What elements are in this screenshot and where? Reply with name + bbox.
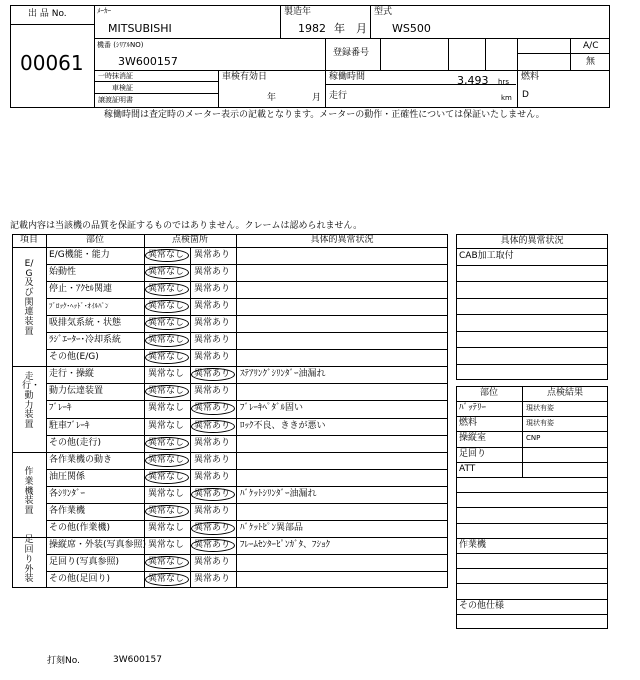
mileage-label: 走行 [329,91,348,101]
option-normal[interactable]: 異常なし [148,386,185,397]
fuel-label: 燃料 [521,72,540,82]
option-normal[interactable]: 異常なし [148,556,185,567]
serial-label: 機番 (ｼﾘｱﾙNO) [97,41,144,49]
hours-unit: hrs [498,78,509,86]
option-abnormal[interactable]: 異常あり [194,386,231,397]
part-label: ﾌﾞﾛｯｸ･ﾍｯﾄﾞ･ｵｲﾙﾊﾟﾝ [49,302,109,311]
group-label: 足回り外装 [24,535,34,585]
abnormal-row: CAB加工取付 [459,251,514,261]
meter-note: 稼働時間は査定時のメーター表示の記載となります。メーターの動作・正確性については保証いたしません。 [104,110,545,120]
vehicle-cert-label: 車検証 [112,84,133,92]
option-normal[interactable]: 異常なし [148,505,185,516]
serial-value: 3W600157 [118,55,178,68]
option-normal[interactable]: 異常なし [148,369,185,380]
abnormal-detail: ﾊﾞｹｯﾄﾋﾟﾝ異部品 [240,522,304,533]
header-item: 項目 [19,235,38,245]
year-unit: 年 [334,22,345,35]
part-label: 油圧関係 [49,471,86,482]
group-label: E/G及び関連装置 [24,258,34,337]
fuel-value: D [522,90,529,100]
option-normal[interactable]: 異常なし [148,301,185,312]
selected-circle [191,420,235,433]
ac-value: 無 [586,57,596,67]
option-abnormal[interactable]: 異常あり [194,284,231,295]
part-label: その他(足回り) [49,573,111,584]
lot-label: 出 品 No. [28,9,67,19]
result-value: 現状有姿 [526,419,554,428]
option-normal[interactable]: 異常なし [148,437,185,448]
year-label: 製造年 [284,7,312,17]
part-label: 始動性 [49,267,77,278]
result-part: 作業機 [459,539,487,550]
option-normal[interactable]: 異常なし [148,267,185,278]
part-label: 各作業機の動き [49,454,113,465]
selected-circle [191,539,235,552]
selected-circle [145,556,189,569]
part-label: 動力伝達装置 [49,386,104,397]
abnormal-detail: ﾊﾞｹｯﾄｼﾘﾝﾀﾞｰ油漏れ [240,488,317,499]
part-label: ﾗｼﾞｴｰﾀｰ･冷却系統 [49,335,122,346]
stamp-value: 3W600157 [113,655,162,665]
hours-label: 稼働時間 [329,72,366,82]
part-label: E/G機能・能力 [49,250,110,260]
option-abnormal[interactable]: 異常あり [194,318,231,329]
results-header-result: 点検結果 [546,388,583,398]
hours-value: 3,493 [457,74,489,87]
option-abnormal[interactable]: 異常あり [194,420,231,431]
part-label: その他(作業機) [49,522,111,533]
option-normal[interactable]: 異常なし [148,352,185,363]
result-value: CNP [526,434,541,443]
abnormal-detail: ﾛｯｸ不良、ききが悪い [240,420,326,431]
option-abnormal[interactable]: 異常あり [194,335,231,346]
selected-circle [145,454,189,467]
abnormal-header: 具体的異常状況 [500,236,564,246]
option-normal[interactable]: 異常なし [148,488,185,499]
option-abnormal[interactable]: 異常あり [194,505,231,516]
result-part: 燃料 [459,418,478,429]
option-abnormal[interactable]: 異常あり [194,454,231,465]
temp-cert-label: 一時抹消証 [98,72,133,80]
group-label: 作業機装置 [24,467,34,517]
selected-circle [145,249,189,262]
option-abnormal[interactable]: 異常あり [194,471,231,482]
maker-value: MITSUBISHI [108,22,172,35]
option-normal[interactable]: 異常なし [148,522,185,533]
option-normal[interactable]: 異常なし [148,250,185,260]
part-label: 走行・操縦 [49,369,95,380]
option-normal[interactable]: 異常なし [148,403,185,414]
option-normal[interactable]: 異常なし [148,454,185,465]
month-unit: 月 [356,22,367,35]
option-abnormal[interactable]: 異常あり [194,539,231,550]
header-part: 部位 [85,235,104,245]
header-detail: 具体的異常状況 [310,235,374,245]
km-unit: km [501,94,512,102]
option-normal[interactable]: 異常なし [148,318,185,329]
option-abnormal[interactable]: 異常あり [194,301,231,312]
option-abnormal[interactable]: 異常あり [194,352,231,363]
model-label: 型式 [374,7,393,17]
option-abnormal[interactable]: 異常あり [194,250,231,260]
abnormal-detail: ﾌﾞﾚｰｷﾍﾟﾀﾞﾙ固い [240,403,304,414]
selected-circle [145,573,189,586]
header-check: 点検箇所 [171,235,208,245]
selected-circle [145,283,189,296]
inspection-month-unit: 月 [312,93,322,103]
selected-circle [145,471,189,484]
part-label: 各作業機 [49,505,86,516]
year-value: 1982 [298,22,326,35]
result-part: その他仕様 [459,600,505,611]
option-abnormal[interactable]: 異常あり [194,522,231,533]
group-label: 走行・動力装置 [22,371,41,431]
selected-circle [191,522,235,535]
selected-circle [145,437,189,450]
result-value: 現状有姿 [526,404,554,412]
result-part: 操縦室 [459,433,487,444]
option-abnormal[interactable]: 異常あり [194,437,231,448]
option-normal[interactable]: 異常なし [148,471,185,482]
selected-circle [145,266,189,279]
abnormal-detail: ｽﾃｱﾘﾝｸﾞｼﾘﾝﾀﾞｰ油漏れ [240,369,326,380]
option-abnormal[interactable]: 異常あり [194,488,231,499]
results-header-part: 部位 [479,388,498,398]
abnormal-detail: ﾌﾚｰﾑｾﾝﾀｰﾋﾟﾝｶﾞﾀ、ﾌｼｮｸ [240,539,331,550]
option-abnormal[interactable]: 異常あり [194,267,231,278]
part-label: 足回り(写真参照) [49,556,120,567]
option-normal[interactable]: 異常なし [148,420,185,431]
option-abnormal[interactable]: 異常あり [194,369,231,380]
result-part: 足回り [459,448,487,459]
selected-circle [191,488,235,501]
part-label: 吸排気系統・状態 [49,318,122,329]
part-label: 駐車ﾌﾞﾚｰｷ [49,420,90,431]
option-normal[interactable]: 異常なし [148,335,185,346]
lot-number: 00061 [20,51,84,75]
part-label: その他(E/G) [49,352,99,363]
option-abnormal[interactable]: 異常あり [194,556,231,567]
inspection-date-label: 車検有効日 [222,72,268,82]
disclaimer: 記載内容は当該機の品質を保証するものではありません。クレームは認められません。 [10,221,363,231]
stamp-label: 打刻No. [47,656,80,666]
option-normal[interactable]: 異常なし [148,573,185,584]
part-label: 操縦席・外装(写真参照) [49,539,147,550]
reg-label: 登録番号 [333,48,370,58]
selected-circle [145,505,189,518]
maker-label: ﾒｰｶｰ [97,7,111,15]
part-label: ﾌﾞﾚｰｷ [49,403,72,414]
option-normal[interactable]: 異常なし [148,284,185,295]
transfer-cert-label: 譲渡証明書 [98,96,133,104]
model-value: WS500 [392,22,431,35]
result-part: ATT [459,463,476,474]
part-label: その他(走行) [49,437,102,448]
option-abnormal[interactable]: 異常あり [194,573,231,584]
option-abnormal[interactable]: 異常あり [194,403,231,414]
option-normal[interactable]: 異常なし [148,539,185,550]
part-label: 停止・ｱｸｾﾙ関連 [49,284,113,295]
part-label: 各ｼﾘﾝﾀﾞｰ [49,488,86,499]
ac-label: A/C [583,41,599,51]
result-part: ﾊﾞｯﾃﾘｰ [459,403,487,413]
inspection-year-unit: 年 [267,93,277,103]
